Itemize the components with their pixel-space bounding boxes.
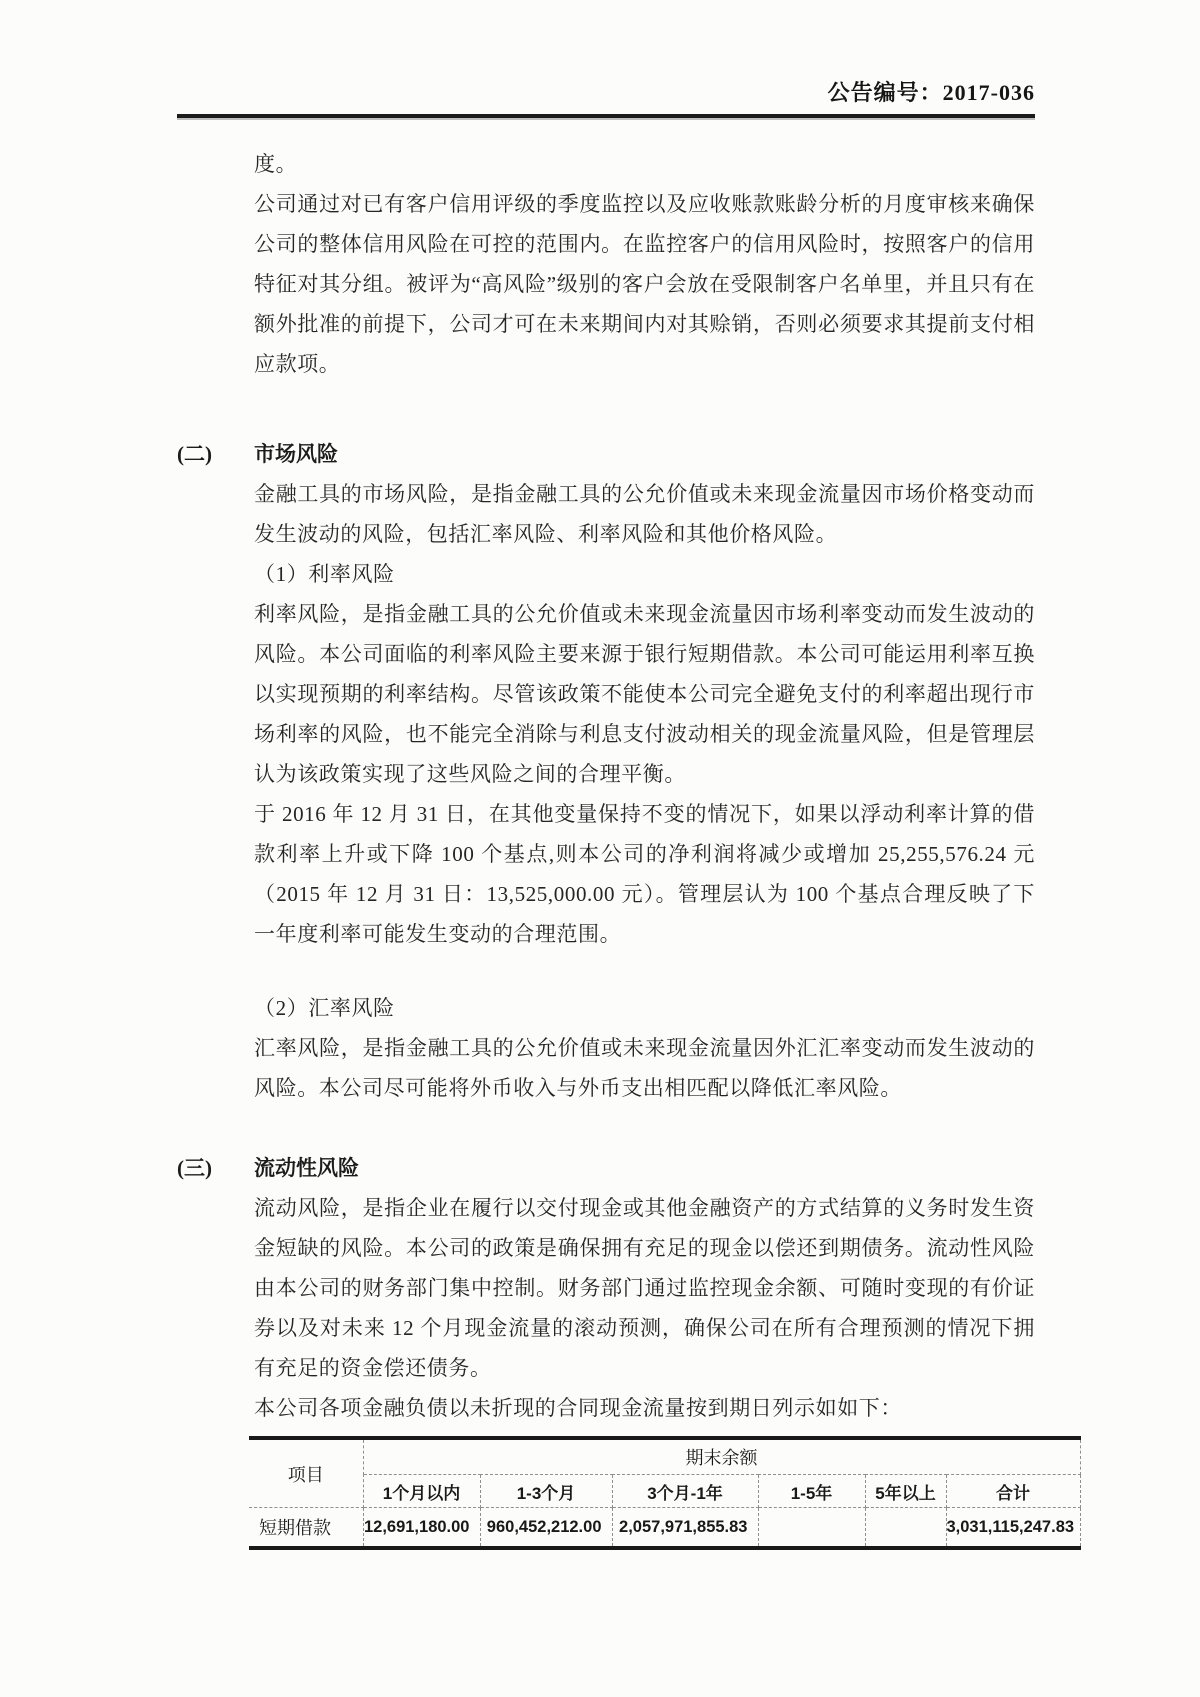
table-group-header: 期末余额	[363, 1438, 1080, 1475]
value-3-months-1-year: 2,057,971,855.83	[612, 1508, 758, 1549]
table-column-header-row	[249, 1475, 1080, 1508]
interest-rate-paragraph-1: 利率风险，是指金融工具的公允价值或未来现金流量因市场利率变动而发生波动的风险。本公司面临的利率风险主要来源于银行短期借款。本公司可能运用利率互换以实现预期的利率结构。尽管该政策不能使本公司完全避免支付的利率超出现行市场利率的风险，也不能完全消除与利息支付波动相关的现金流量风险，但是管理层认为该政策实现了这些风险之间的合理平衡。	[254, 602, 1035, 786]
row-item-label: 短期借款	[249, 1508, 363, 1549]
liquidity-risk-paragraph: 流动风险，是指企业在履行以交付现金或其他金融资产的方式结算的义务时发生资金短缺的风险。本公司的政策是确保拥有充足的现金以偿还到期债务。流动性风险由本公司的财务部门集中控制。财务部门通过监控现金余额、可随时变现的有价证券以及对未来 12 个月现金流量的滚动预测，确保公司在所有合理预测的情况下拥有充足的资金偿还债务。	[254, 1196, 1035, 1380]
value-over-5-years	[865, 1508, 946, 1549]
col-header-total: 合计	[946, 1475, 1080, 1508]
value-total: 3,031,115,247.83	[946, 1508, 1080, 1549]
table-intro: 本公司各项金融负债以未折现的合同现金流量按到期日列示如如下：	[254, 1396, 902, 1420]
col-header-1-5-years: 1-5年	[758, 1475, 865, 1508]
section-3-heading	[177, 1148, 1035, 1188]
section-2-title: 市场风险	[254, 442, 338, 466]
col-header-1-3-months: 1-3个月	[480, 1475, 612, 1508]
section-3-label: (三)	[177, 1156, 212, 1180]
carryover-paragraph: 度。	[254, 152, 298, 176]
credit-risk-paragraph: 公司通过对已有客户信用评级的季度监控以及应收账款账龄分析的月度审核来确保公司的整体信用风险在可控的范围内。在监控客户的信用风险时，按照客户的信用特征对其分组。被评为“高风险”级别的客户会放在受限制客户名单里，并且只有在额外批准的前提下，公司才可在未来期间内对其赊销，否则必须要求其提前支付相应款项。	[254, 192, 1035, 376]
header-rule	[177, 114, 1035, 118]
col-header-within-1-month: 1个月以内	[363, 1475, 480, 1508]
table-row-short-term-borrowings	[249, 1508, 1080, 1549]
table-group-header-row	[249, 1438, 1080, 1475]
col-header-over-5-years: 5年以上	[865, 1475, 946, 1508]
section-2-label: (二)	[177, 442, 212, 466]
market-risk-paragraph: 金融工具的市场风险，是指金融工具的公允价值或未来现金流量因市场价格变动而发生波动的风险，包括汇率风险、利率风险和其他价格风险。	[254, 482, 1035, 546]
value-1-5-years	[758, 1508, 865, 1549]
announcement-number: 公告编号：2017-036	[827, 80, 1035, 105]
page-content	[177, 0, 1075, 1550]
fx-risk-subheading: （2）汇率风险	[254, 996, 395, 1020]
interest-rate-subheading: （1）利率风险	[254, 562, 395, 586]
col-header-3-months-1-year: 3个月-1年	[612, 1475, 758, 1508]
table-corner-header: 项目	[249, 1438, 363, 1508]
section-2-heading	[177, 434, 1035, 474]
maturity-table	[249, 1436, 1081, 1550]
section-3-title: 流动性风险	[254, 1156, 359, 1180]
value-1-3-months: 960,452,212.00	[480, 1508, 612, 1549]
value-within-1-month: 12,691,180.00	[363, 1508, 480, 1549]
fx-risk-paragraph: 汇率风险，是指金融工具的公允价值或未来现金流量因外汇汇率变动而发生波动的风险。本公司尽可能将外币收入与外币支出相匹配以降低汇率风险。	[254, 1036, 1035, 1100]
interest-rate-paragraph-2: 于 2016 年 12 月 31 日，在其他变量保持不变的情况下，如果以浮动利率计算的借款利率上升或下降 100 个基点,则本公司的净利润将减少或增加 25,255,576.24 元（2015 年 12 月 31 日：13,525,000.00 元）。管理层认为 100 个基点合理反映了下一年度利率可能发生变动的合理范围。	[254, 802, 1035, 946]
